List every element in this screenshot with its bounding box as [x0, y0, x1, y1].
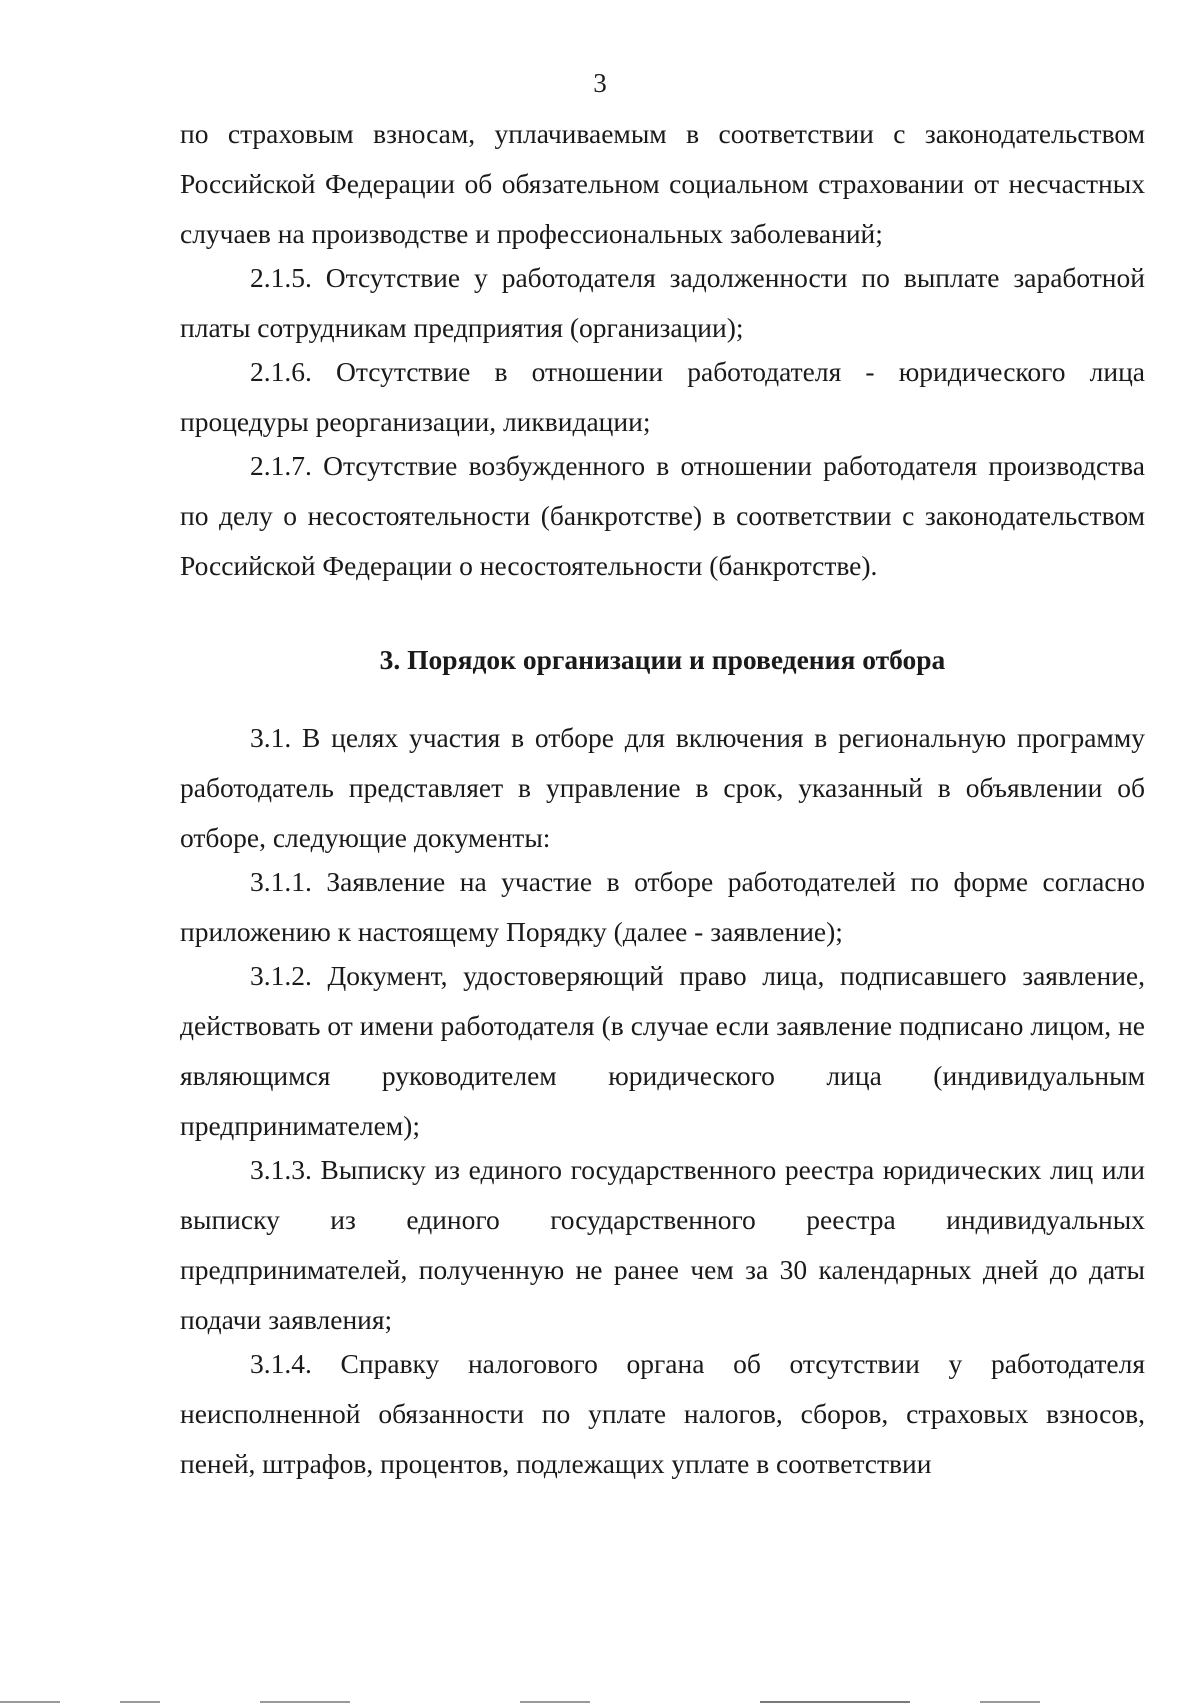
- paragraph-3-1-2: 3.1.2. Документ, удостоверяющий право лица, подписавшего заявление, действовать от имени работодателя (в случае если заявление подписано лицом, не являющимся руководителем юридического лица (индивидуальным предпринимателем);: [180, 960, 1145, 1141]
- text-block-bottom: [180, 713, 1145, 1489]
- section-heading: 3. Порядок организации и проведения отбора: [379, 644, 946, 675]
- paragraph-2-1-6: 2.1.6. Отсутствие в отношении работодателя - юридического лица процедуры реорганизации, ликвидации;: [180, 356, 1145, 437]
- paragraph-3-1: 3.1. В целях участия в отборе для включения в региональную программу работодатель представляет в управление в срок, указанный в объявлении об отборе, следующие документы:: [180, 722, 1145, 853]
- paragraph-3-1-4: 3.1.4. Справку налогового органа об отсутствии у работодателя неисполненной обязанности по уплате налогов, сборов, страховых взносов, пеней, штрафов, процентов, подлежащих уплате в соответствии: [180, 1348, 1145, 1479]
- paragraph-3-1-1: 3.1.1. Заявление на участие в отборе работодателей по форме согласно приложению к настоящему Порядку (далее - заявление);: [180, 866, 1145, 947]
- paragraph-continuation: по страховым взносам, уплачиваемым в соответствии с законодательством Российской Федерации об обязательном социальном страховании от несчастных случаев на производстве и профессиональных заболеваний;: [180, 118, 1145, 249]
- paragraph-2-1-7: 2.1.7. Отсутствие возбужденного в отношении работодателя производства по делу о несостоятельности (банкротстве) в соответствии с законодательством Российской Федерации о несостоятельности (банкротстве).: [180, 450, 1145, 581]
- text-block-top: [180, 109, 1145, 591]
- page-number: 3: [593, 68, 607, 98]
- paragraph-2-1-5: 2.1.5. Отсутствие у работодателя задолженности по выплате заработной платы сотрудникам предприятия (организации);: [180, 262, 1145, 343]
- scan-edge-artifact: [0, 1692, 1200, 1706]
- paragraph-3-1-3: 3.1.3. Выписку из единого государственного реестра юридических лиц или выписку из единого государственного реестра индивидуальных предпринимателей, полученную не ранее чем за 30 календарных дней до даты подачи заявления;: [180, 1154, 1145, 1335]
